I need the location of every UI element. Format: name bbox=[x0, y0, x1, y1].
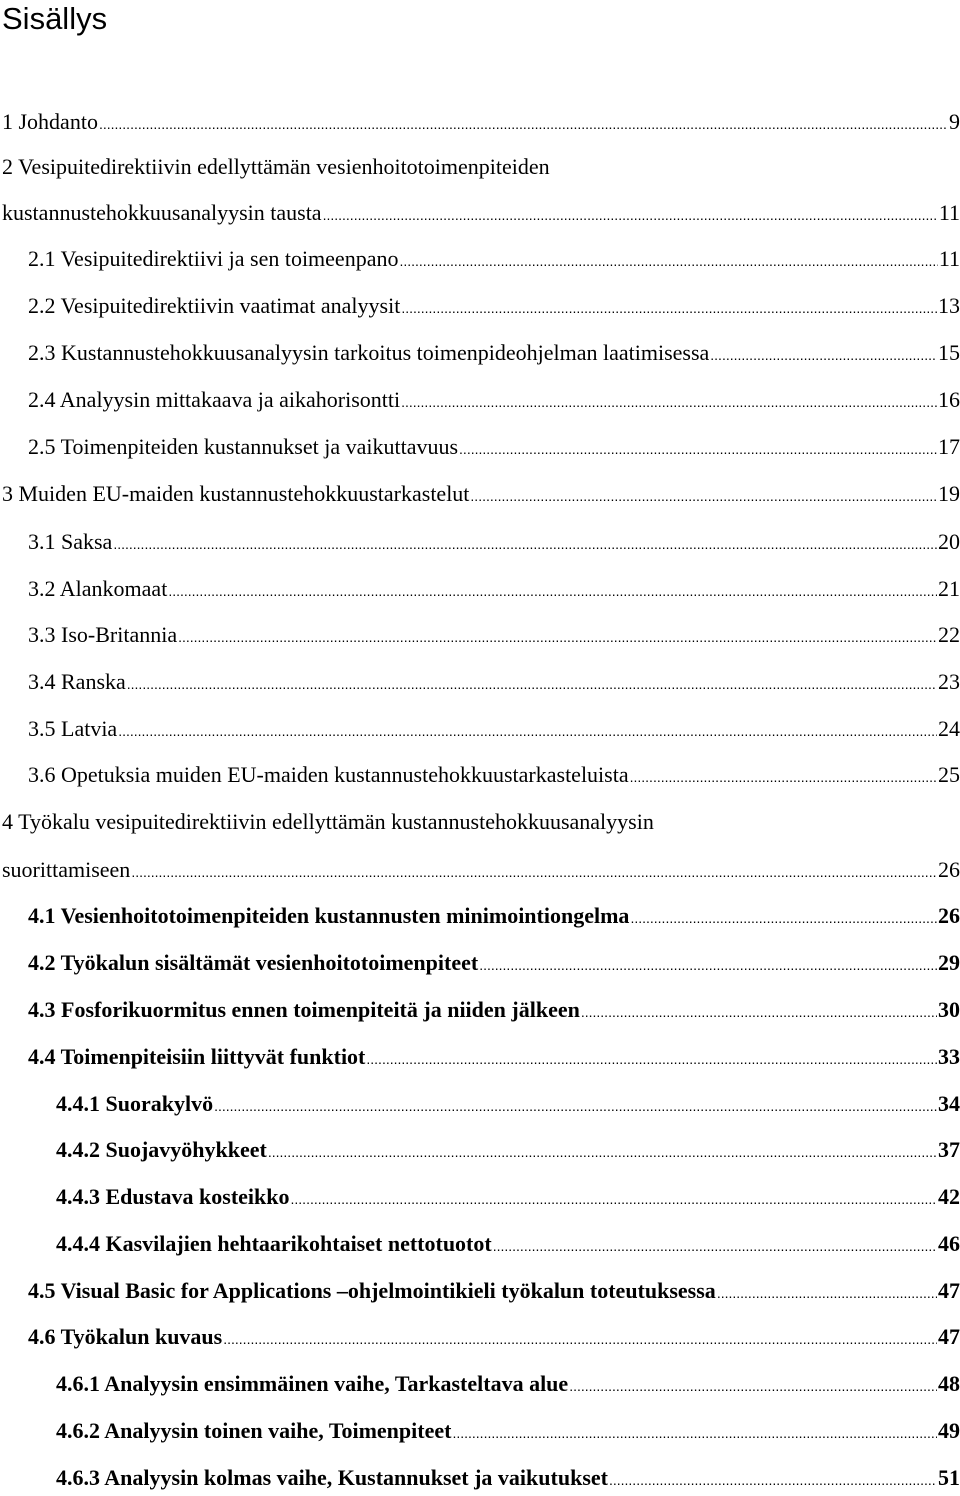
toc-entry-label: 2.1 Vesipuitedirektiivi ja sen toimeenpano bbox=[28, 246, 399, 271]
toc-entry-page: 15 bbox=[938, 340, 960, 365]
toc-entry-page: 48 bbox=[938, 1371, 960, 1396]
toc-entry-label: 4.2 Työkalun sisältämät vesienhoitotoimenpiteet bbox=[28, 950, 479, 975]
leader-dots bbox=[401, 292, 937, 324]
toc-entry-2-2[interactable] bbox=[28, 290, 960, 322]
leader-dots bbox=[399, 245, 937, 277]
toc-entry-3-1[interactable] bbox=[28, 526, 960, 558]
toc-entry-4-6-1[interactable] bbox=[56, 1368, 960, 1400]
leader-dots bbox=[168, 575, 937, 607]
toc-entry-3[interactable] bbox=[2, 478, 960, 510]
toc-entry-label: 2.2 Vesipuitedirektiivin vaatimat analyysit bbox=[28, 293, 401, 318]
toc-entry-4-2[interactable] bbox=[28, 947, 960, 979]
toc-entry-page: 13 bbox=[938, 293, 960, 318]
toc-entry-4-6[interactable] bbox=[28, 1321, 960, 1353]
toc-entry-4-1[interactable] bbox=[28, 900, 960, 932]
toc-entry-label: 4.4 Toimenpiteisiin liittyvät funktiot bbox=[28, 1044, 366, 1069]
toc-entry-page: 17 bbox=[938, 434, 960, 459]
toc-entry-page: 25 bbox=[938, 762, 960, 787]
toc-entry-label: 1 Johdanto bbox=[2, 109, 98, 134]
toc-entry-label: suorittamiseen bbox=[2, 857, 131, 882]
toc-entry-2-4[interactable] bbox=[28, 384, 960, 416]
page-title: Sisällys bbox=[2, 1, 108, 36]
toc-entry-page: 23 bbox=[938, 669, 960, 694]
leader-dots bbox=[470, 480, 937, 512]
toc-entry-page: 21 bbox=[938, 576, 960, 601]
toc-entry-page: 11 bbox=[938, 200, 960, 225]
toc-entry-page: 11 bbox=[938, 246, 960, 271]
toc-entry-3-5[interactable] bbox=[28, 713, 960, 745]
toc-entry-label: 4.4.2 Suojavyöhykkeet bbox=[56, 1137, 267, 1162]
leader-dots bbox=[609, 1464, 937, 1496]
leader-dots bbox=[717, 1277, 937, 1309]
toc-entry-label: 3.1 Saksa bbox=[28, 529, 113, 554]
leader-dots bbox=[630, 761, 937, 793]
leader-dots bbox=[127, 668, 937, 700]
leader-dots bbox=[113, 528, 937, 560]
toc-entry-4-3[interactable] bbox=[28, 994, 960, 1026]
toc-entry-label: 4.6.2 Analyysin toinen vaihe, Toimenpiteet bbox=[56, 1418, 452, 1443]
toc-entry-2-5[interactable] bbox=[28, 431, 960, 463]
toc-entry-page: 47 bbox=[938, 1278, 960, 1303]
toc-entry-page: 30 bbox=[938, 997, 960, 1022]
toc-entry-page: 37 bbox=[938, 1137, 960, 1162]
toc-entry-page: 24 bbox=[938, 716, 960, 741]
toc-entry-label: kustannustehokkuusanalyysin tausta bbox=[2, 200, 322, 225]
toc-entry-4-4-2[interactable] bbox=[56, 1134, 960, 1166]
toc-entry-label: 4.4.1 Suorakylvö bbox=[56, 1091, 214, 1116]
leader-dots bbox=[581, 996, 937, 1028]
toc-entry-2-1[interactable] bbox=[28, 243, 960, 275]
toc-entry-label: 3.2 Alankomaat bbox=[28, 576, 168, 601]
toc-entry-page: 16 bbox=[938, 387, 960, 412]
toc-entry-3-4[interactable] bbox=[28, 666, 960, 698]
leader-dots bbox=[630, 902, 937, 934]
leader-dots bbox=[493, 1230, 937, 1262]
toc-entry-page: 26 bbox=[938, 857, 960, 882]
leader-dots bbox=[459, 433, 937, 465]
toc-entry-label: 3.4 Ranska bbox=[28, 669, 126, 694]
toc-entry-4-6-2[interactable] bbox=[56, 1415, 960, 1447]
toc-entry-label: 2.3 Kustannustehokkuusanalyysin tarkoitus toimenpideohjelman laatimisessa bbox=[28, 340, 710, 365]
toc-entry-label: 4.6 Työkalun kuvaus bbox=[28, 1324, 223, 1349]
leader-dots bbox=[710, 339, 937, 371]
toc-entry-page: 19 bbox=[938, 481, 960, 506]
leader-dots bbox=[214, 1090, 937, 1122]
leader-dots bbox=[223, 1323, 937, 1355]
leader-dots bbox=[291, 1183, 937, 1215]
toc-entry-4-6-3[interactable] bbox=[56, 1462, 960, 1494]
toc-entry-2[interactable] bbox=[2, 197, 960, 229]
toc-entry-page: 33 bbox=[938, 1044, 960, 1069]
toc-entry-2-3[interactable] bbox=[28, 337, 960, 369]
leader-dots bbox=[118, 715, 937, 747]
toc-entry-label: 3.5 Latvia bbox=[28, 716, 118, 741]
leader-dots bbox=[323, 199, 938, 231]
toc-entry-page: 29 bbox=[938, 950, 960, 975]
toc-entry-label: 3.3 Iso-Britannia bbox=[28, 622, 178, 647]
leader-dots bbox=[131, 856, 937, 888]
toc-entry-page: 51 bbox=[938, 1465, 960, 1490]
toc-entry-label: 4.4.4 Kasvilajien hehtaarikohtaiset nettotuotot bbox=[56, 1231, 492, 1256]
toc-entry-3-2[interactable] bbox=[28, 573, 960, 605]
toc-entry-page: 9 bbox=[949, 109, 960, 134]
toc-entry-page: 34 bbox=[938, 1091, 960, 1116]
leader-dots bbox=[479, 949, 937, 981]
toc-entry-label: 4.5 Visual Basic for Applications –ohjelmointikieli työkalun toteutuksessa bbox=[28, 1278, 716, 1303]
toc-entry-4-4-1[interactable] bbox=[56, 1088, 960, 1120]
toc-entry-2-line1[interactable]: 2 Vesipuitedirektiivin edellyttämän vesienhoitotoimenpiteiden bbox=[2, 154, 550, 179]
toc-entry-label: 4.6.1 Analyysin ensimmäinen vaihe, Tarkasteltava alue bbox=[56, 1371, 569, 1396]
leader-dots bbox=[366, 1043, 937, 1075]
leader-dots bbox=[569, 1370, 937, 1402]
toc-entry-1[interactable] bbox=[2, 106, 960, 138]
leader-dots bbox=[178, 621, 937, 653]
toc-entry-page: 26 bbox=[938, 903, 960, 928]
leader-dots bbox=[401, 386, 937, 418]
toc-entry-label: 2.4 Analyysin mittakaava ja aikahorisontti bbox=[28, 387, 401, 412]
toc-entry-4-4-4[interactable] bbox=[56, 1228, 960, 1260]
toc-entry-label: 4.1 Vesienhoitotoimenpiteiden kustannusten minimointiongelma bbox=[28, 903, 630, 928]
toc-entry-label: 4.6.3 Analyysin kolmas vaihe, Kustannukset ja vaikutukset bbox=[56, 1465, 608, 1490]
toc-entry-page: 47 bbox=[938, 1324, 960, 1349]
toc-entry-page: 49 bbox=[938, 1418, 960, 1443]
toc-entry-3-6[interactable] bbox=[28, 759, 960, 791]
toc-entry-label: 3 Muiden EU-maiden kustannustehokkuustarkastelut bbox=[2, 481, 470, 506]
toc-entry-label: 2.5 Toimenpiteiden kustannukset ja vaikuttavuus bbox=[28, 434, 459, 459]
leader-dots bbox=[268, 1136, 937, 1168]
toc-entry-4-5[interactable] bbox=[28, 1275, 960, 1307]
toc-entry-4-4-3[interactable] bbox=[56, 1181, 960, 1213]
toc-entry-4-4[interactable] bbox=[28, 1041, 960, 1073]
toc-entry-4[interactable] bbox=[2, 854, 960, 886]
toc-entry-label: 4.3 Fosforikuormitus ennen toimenpiteitä ja niiden jälkeen bbox=[28, 997, 580, 1022]
toc-entry-3-3[interactable] bbox=[28, 619, 960, 651]
toc-entry-page: 20 bbox=[938, 529, 960, 554]
leader-dots bbox=[452, 1417, 937, 1449]
toc-entry-page: 42 bbox=[938, 1184, 960, 1209]
toc-entry-label: 3.6 Opetuksia muiden EU-maiden kustannustehokkuustarkasteluista bbox=[28, 762, 629, 787]
toc-entry-page: 22 bbox=[938, 622, 960, 647]
toc-entry-label: 4.4.3 Edustava kosteikko bbox=[56, 1184, 290, 1209]
toc-entry-4-line1[interactable]: 4 Työkalu vesipuitedirektiivin edellyttämän kustannustehokkuusanalyysin bbox=[2, 809, 654, 834]
leader-dots bbox=[99, 108, 948, 140]
toc-entry-page: 46 bbox=[938, 1231, 960, 1256]
